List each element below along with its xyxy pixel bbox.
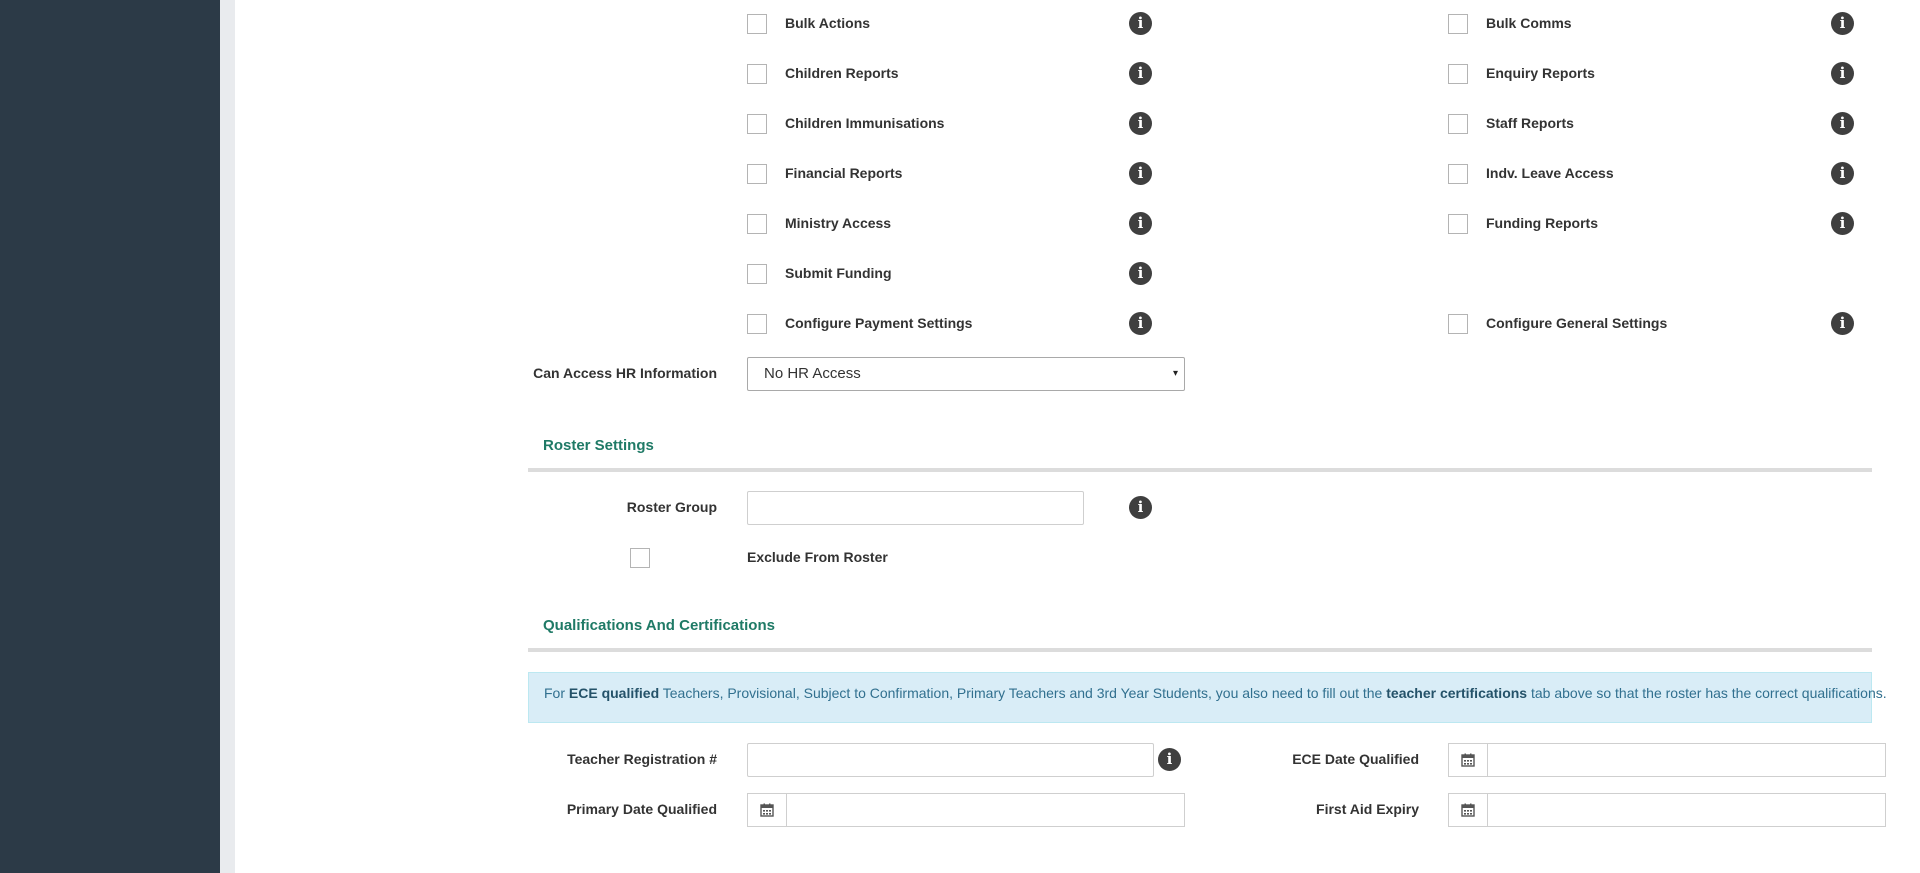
ece-date-qualified-field <box>1448 743 1886 777</box>
children-immunisations-label: Children Immunisations <box>785 115 945 131</box>
first-aid-expiry-input[interactable] <box>1487 793 1886 827</box>
exclude-from-roster-checkbox[interactable] <box>630 548 650 568</box>
configure-payment-settings-checkbox[interactable] <box>747 314 767 334</box>
ece-date-qualified-label: ECE Date Qualified <box>1292 751 1419 767</box>
staff-reports-checkbox[interactable] <box>1448 114 1468 134</box>
section-divider <box>528 648 1872 652</box>
ministry-access-label: Ministry Access <box>785 215 892 231</box>
info-icon[interactable]: i <box>1129 162 1152 185</box>
bulk-comms-label: Bulk Comms <box>1486 15 1572 31</box>
teacher-registration-label: Teacher Registration # <box>567 751 717 767</box>
financial-reports-checkbox[interactable] <box>747 164 767 184</box>
primary-date-qualified-label: Primary Date Qualified <box>566 801 717 817</box>
calendar-icon[interactable] <box>1448 793 1488 827</box>
calendar-icon[interactable] <box>747 793 787 827</box>
funding-reports-checkbox[interactable] <box>1448 214 1468 234</box>
configure-general-settings-checkbox[interactable] <box>1448 314 1468 334</box>
children-reports-checkbox[interactable] <box>747 64 767 84</box>
roster-settings-title: Roster Settings <box>543 437 654 454</box>
bulk-actions-label: Bulk Actions <box>785 15 871 31</box>
info-icon[interactable]: i <box>1831 312 1854 335</box>
indv-leave-access-checkbox[interactable] <box>1448 164 1468 184</box>
sidebar <box>0 0 220 873</box>
staff-reports-label: Staff Reports <box>1486 115 1574 131</box>
bulk-comms-checkbox[interactable] <box>1448 14 1468 34</box>
enquiry-reports-label: Enquiry Reports <box>1486 65 1595 81</box>
first-aid-expiry-label: First Aid Expiry <box>1316 801 1419 817</box>
bulk-actions-checkbox[interactable] <box>747 14 767 34</box>
info-icon[interactable]: i <box>1831 212 1854 235</box>
info-icon[interactable]: i <box>1129 312 1152 335</box>
roster-group-input[interactable] <box>747 491 1084 525</box>
exclude-from-roster-label: Exclude From Roster <box>747 549 888 565</box>
roster-group-label: Roster Group <box>626 499 717 515</box>
info-icon[interactable]: i <box>1129 112 1152 135</box>
indv-leave-access-label: Indv. Leave Access <box>1486 165 1614 181</box>
submit-funding-checkbox[interactable] <box>747 264 767 284</box>
enquiry-reports-checkbox[interactable] <box>1448 64 1468 84</box>
configure-payment-settings-label: Configure Payment Settings <box>785 315 973 331</box>
info-icon[interactable]: i <box>1831 62 1854 85</box>
qualifications-notice <box>528 672 1887 723</box>
info-icon[interactable]: i <box>1831 12 1854 35</box>
notice-highlight-ece: ECE qualified <box>568 685 660 701</box>
funding-reports-label: Funding Reports <box>1486 215 1598 231</box>
notice-text: Teachers, Provisional, Subject to Confirmation, Primary Teachers and 3rd Year Students, you also need to fill out the <box>659 685 1387 701</box>
notice-highlight-certifications: teacher certifications <box>1386 685 1528 701</box>
chevron-down-icon: ▾ <box>1172 368 1178 379</box>
info-icon[interactable]: i <box>1129 496 1152 519</box>
teacher-registration-input[interactable] <box>747 743 1154 777</box>
info-icon[interactable]: i <box>1158 748 1181 771</box>
first-aid-expiry-field <box>1448 793 1886 827</box>
submit-funding-label: Submit Funding <box>785 265 892 281</box>
info-icon[interactable]: i <box>1129 12 1152 35</box>
ece-date-qualified-input[interactable] <box>1487 743 1886 777</box>
section-divider <box>528 468 1872 472</box>
hr-access-select[interactable] <box>747 357 1185 391</box>
hr-access-value: No HR Access <box>764 365 861 382</box>
info-icon[interactable]: i <box>1129 262 1152 285</box>
info-icon[interactable]: i <box>1129 212 1152 235</box>
info-icon[interactable]: i <box>1129 62 1152 85</box>
notice-text: For <box>544 685 569 701</box>
calendar-icon[interactable] <box>1448 743 1488 777</box>
info-icon[interactable]: i <box>1831 112 1854 135</box>
ministry-access-checkbox[interactable] <box>747 214 767 234</box>
financial-reports-label: Financial Reports <box>785 165 903 181</box>
children-reports-label: Children Reports <box>785 65 899 81</box>
hr-access-label: Can Access HR Information <box>533 365 717 381</box>
main-content <box>235 0 1920 873</box>
info-icon[interactable]: i <box>1831 162 1854 185</box>
children-immunisations-checkbox[interactable] <box>747 114 767 134</box>
configure-general-settings-label: Configure General Settings <box>1486 315 1668 331</box>
qualifications-title: Qualifications And Certifications <box>543 617 775 634</box>
notice-text: tab above so that the roster has the correct qualifications. <box>1527 685 1887 701</box>
